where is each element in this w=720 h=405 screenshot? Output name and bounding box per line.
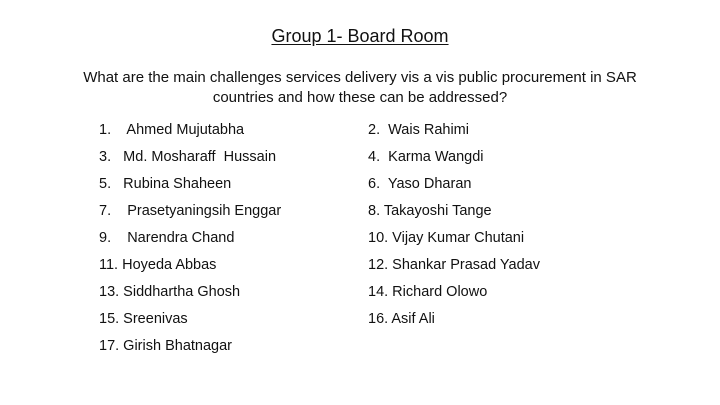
discussion-question: What are the main challenges services delivery vis a vis public procurement in SAR countries and how these can be addressed? xyxy=(83,69,637,106)
participant-item: 16. Asif Ali xyxy=(368,311,435,327)
participant-item: 11. Hoyeda Abbas xyxy=(99,257,217,273)
participant-item: 13. Siddhartha Ghosh xyxy=(99,284,241,300)
participant-item: 6. Yaso Dharan xyxy=(368,176,472,192)
participant-item: 10. Vijay Kumar Chutani xyxy=(368,230,525,246)
participant-item: 14. Richard Olowo xyxy=(368,284,488,300)
participant-item: 17. Girish Bhatnagar xyxy=(99,338,232,354)
participant-item: 8. Takayoshi Tange xyxy=(368,203,492,219)
participants-right-column xyxy=(368,120,628,336)
participant-item: 3. Md. Mosharaff Hussain xyxy=(99,149,277,165)
participant-item: 1. Ahmed Mujutabha xyxy=(99,122,245,138)
participant-item: 12. Shankar Prasad Yadav xyxy=(368,257,540,273)
participant-item: 5. Rubina Shaheen xyxy=(99,176,232,192)
participants-left-column xyxy=(99,120,349,363)
participant-item: 2. Wais Rahimi xyxy=(368,122,469,138)
participant-item: 7. Prasetyaningsih Enggar xyxy=(99,203,282,219)
participant-item: 4. Karma Wangdi xyxy=(368,149,484,165)
slide-title: Group 1- Board Room xyxy=(271,26,449,46)
participant-item: 9. Narendra Chand xyxy=(99,230,235,246)
participant-item: 15. Sreenivas xyxy=(99,311,188,327)
